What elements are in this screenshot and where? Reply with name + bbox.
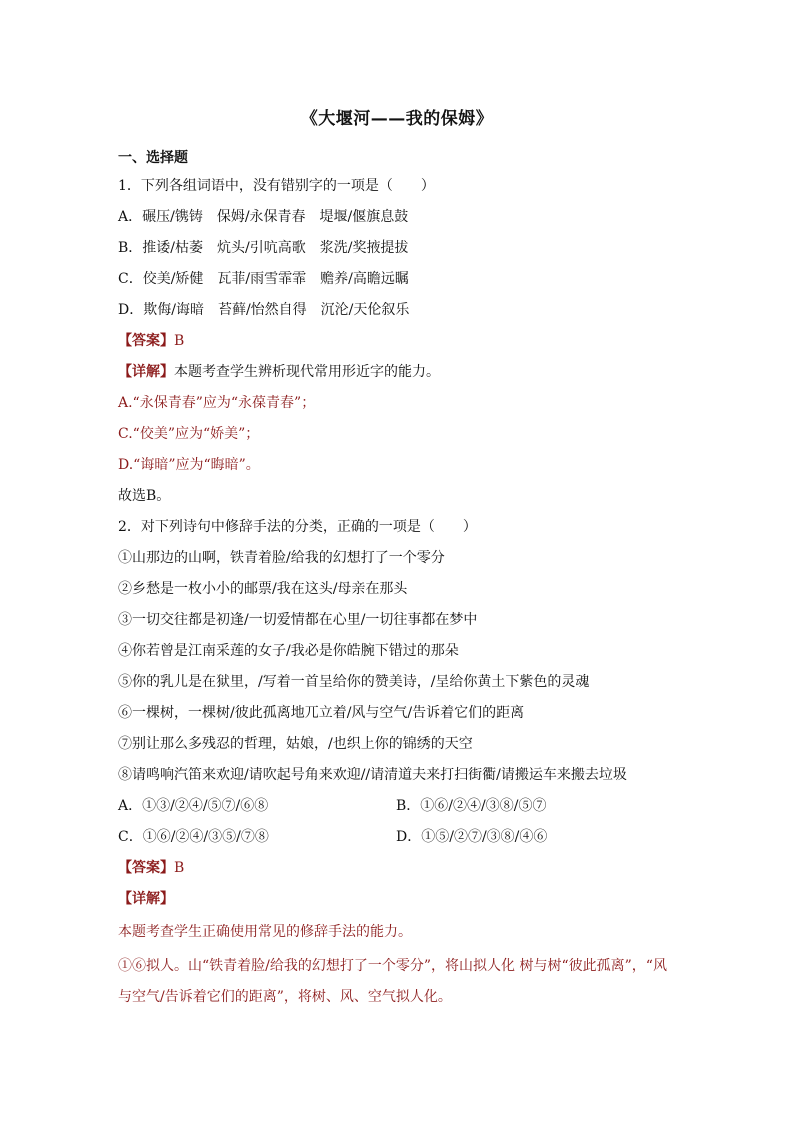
question-2-explanation-line-1: ①⑥拟人。山“铁青着脸/给我的幻想打了一个零分”，将山拟人化 树与树“彼此孤离”，“风 [118,958,667,974]
question-1-option-c: C．佼美/矫健 瓦菲/雨雪霏霏 赡养/高瞻远瞩 [118,271,409,287]
question-1-answer [118,331,184,351]
question-2-answer [118,858,184,878]
answer-tag: 【答案】 [118,333,174,349]
question-2-stem: 2．对下列诗句中修辞手法的分类，正确的一项是（ ） [118,519,477,535]
detail-text: 本题考查学生辨析现代常用形近字的能力。 [174,364,440,380]
question-2-item-7: ⑦别让那么多残忍的哲理，姑娘，/也织上你的锦绣的天空 [118,736,473,752]
question-2-detail-tag [118,889,174,909]
question-2-item-8: ⑧请鸣响汽笛来欢迎/请吹起号角来欢迎//请清道夫来打扫街衢/请搬运车来搬去垃圾 [118,767,627,783]
question-2-item-5: ⑤你的乳儿是在狱里，/写着一首呈给你的赞美诗，/呈给你黄土下紫色的灵魂 [118,674,590,690]
detail-tag: 【详解】 [118,364,174,380]
question-1-explanation-a: A.“永保青春”应为“永葆青春”； [118,395,316,411]
page-title: 《大堰河——我的保姆》 [300,109,494,129]
question-1-explanation-c: C.“佼美”应为“娇美”； [118,426,260,442]
question-2-choice-b: B．①⑥/②④/③⑧/⑤⑦ [396,798,547,814]
section-heading: 一、选择题 [118,150,188,166]
question-2-item-3: ③一切交往都是初逢/一切爱情都在心里/一切往事都在梦中 [118,612,478,628]
question-1-option-d: D．欺侮/诲暗 苔藓/怡然自得 沉沦/天伦叙乐 [118,302,410,318]
question-2-item-1: ①山那边的山啊，铁青着脸/给我的幻想打了一个零分 [118,550,445,566]
answer-value: B [174,860,185,876]
question-1-explanation-d: D.“诲暗”应为“晦暗”。 [118,457,260,473]
question-2-explanation-line-2: 与空气/告诉着它们的距离”，将树、风、空气拟人化。 [118,989,452,1005]
question-2-item-6: ⑥一棵树，一棵树/彼此孤离地兀立着/风与空气/告诉着它们的距离 [118,705,525,721]
answer-value: B [174,333,185,349]
question-2-choice-d: D．①⑤/②⑦/③⑧/④⑥ [396,829,548,845]
question-2-choice-a: A．①③/②④/⑤⑦/⑥⑧ [118,798,269,814]
answer-tag: 【答案】 [118,860,174,876]
question-2-detail: 本题考查学生正确使用常见的修辞手法的能力。 [118,924,412,940]
question-1-stem: 1．下列各组词语中，没有错别字的一项是（ ） [118,178,435,194]
question-1-option-b: B．推诿/枯萎 炕头/引吭高歌 浆洗/奖掖提拔 [118,240,409,256]
detail-tag: 【详解】 [118,891,174,907]
question-1-option-a: A．碾压/镌铸 保姆/永保青春 堤堰/偃旗息鼓 [118,209,409,225]
question-2-choice-c: C．①⑥/②④/③⑤/⑦⑧ [118,829,269,845]
question-1-conclusion: 故选B。 [118,488,171,504]
question-2-item-2: ②乡愁是一枚小小的邮票/我在这头/母亲在那头 [118,581,408,597]
question-1-detail [118,362,440,382]
question-2-item-4: ④你若曾是江南采莲的女子/我必是你皓腕下错过的那朵 [118,643,459,659]
